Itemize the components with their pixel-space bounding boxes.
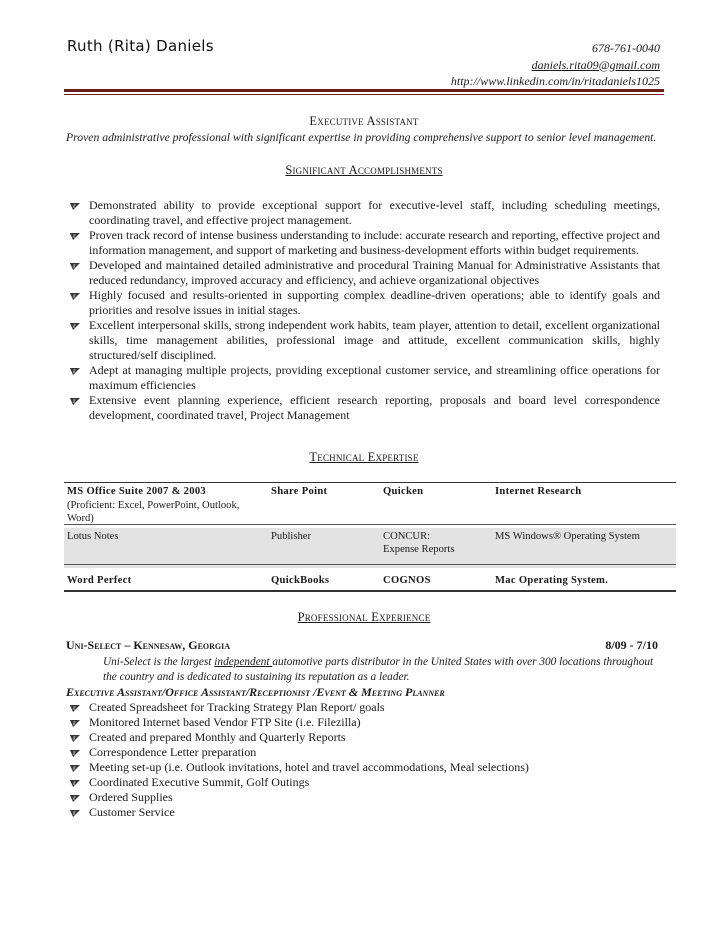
table-cell: Lotus Notes [64,528,268,568]
list-item-text: Excellent interpersonal skills, strong independent work habits, team player, attention to detail, excellent organizational skills, time management abilities, professional image and attitude, excellent communication skills, highly structured/self disciplined. [89,318,660,362]
header-divider-thick [64,89,664,92]
table-cell [380,528,492,568]
arrow-bullet-icon [68,735,80,742]
arrow-bullet-icon [68,293,80,300]
list-item [66,318,660,363]
table-cell: MS Windows® Operating System [492,528,676,568]
list-item [66,760,660,775]
table-cell: Quicken [380,483,492,528]
experience-heading-text: Professional Experience [297,610,431,624]
arrow-bullet-icon [68,263,80,270]
list-item-text: Adept at managing multiple projects, providing exceptional customer service, and streamlining office operations for maximum efficiencies [89,363,660,392]
accomplishments-heading [0,163,728,178]
table-cell: Word Perfect [64,568,268,594]
candidate-name: Ruth (Rita) Daniels [67,37,214,55]
list-item [66,258,660,288]
arrow-bullet-icon [68,203,80,210]
table-cell: Publisher [268,528,380,568]
table-cell: Internet Research [492,483,676,528]
list-item-text: Coordinated Executive Summit, Golf Outings [89,775,310,789]
contact-block [451,40,660,90]
list-item [66,730,660,745]
employment-dates: 8/09 - 7/10 [605,638,658,652]
list-item-text: Created Spreadsheet for Tracking Strategy Plan Report/ goals [89,700,385,714]
summary: Proven administrative professional with significant expertise in providing comprehensive support to senior level management. [66,131,657,144]
job-title: Executive Assistant [309,114,419,128]
desc-emphasis: independent [214,656,273,668]
company-description [103,655,663,685]
arrow-bullet-icon [68,810,80,817]
list-item [66,393,660,423]
table-row-rule [64,564,676,565]
list-item-text: Highly focused and results-oriented in supporting complex deadline-driven operations; able to identify goals and priorities and resolve issues in initial stages. [89,288,660,317]
accomplishments-heading-text: Significant Accomplishments [285,163,443,177]
accomplishments-list [66,198,660,423]
arrow-bullet-icon [68,795,80,802]
list-item [66,288,660,318]
email-link[interactable]: daniels.rita09@gmail.com [531,57,660,72]
table-row [64,528,676,568]
list-item-text: Monitored Internet based Vendor FTP Site (i.e. Filezilla) [89,715,361,729]
list-item-text: Proven track record of intense business understanding to include: accurate research and reporting, effective project and information management, and support of marketing and business-development efforts within budget requirements. [89,228,660,257]
desc-text: automotive parts distributor in the United States with over 300 locations throughout the country and is dedicated to sustaining its reputation as a leader. [103,656,654,683]
list-item [66,775,660,790]
cell-note: (Proficient: Excel, PowerPoint, Outlook, Word) [67,499,240,524]
list-item [66,745,660,760]
list-item [66,700,660,715]
phone: 678-761-0040 [592,41,660,55]
duties-list [66,700,660,820]
list-item-text: Demonstrated ability to provide exceptional support for executive-level staff, including scheduling meetings, coordinating travel, and effective project management. [89,198,660,227]
table-bottom-rule [64,590,676,592]
table-cell: QuickBooks [268,568,380,594]
list-item [66,715,660,730]
experience-heading [0,610,728,625]
list-item [66,363,660,393]
list-item-text: Customer Service [89,805,175,819]
table-cell: Share Point [268,483,380,528]
job-role: Executive Assistant/Office Assistant/Receptionist /Event & Meeting Planner [66,685,445,699]
table-cell [64,483,268,528]
list-item-text: Ordered Supplies [89,790,173,804]
table-row-rule [64,524,676,525]
table-cell: Mac Operating System. [492,568,676,594]
arrow-bullet-icon [68,323,80,330]
table-row [64,483,676,528]
arrow-bullet-icon [68,233,80,240]
list-item-text: Developed and maintained detailed administrative and procedural Training Manual for Administrative Assistants that reduced redundancy, improved accuracy and efficiency, and achieve organizational objectives [89,258,660,287]
arrow-bullet-icon [68,765,80,772]
list-item [66,790,660,805]
table-cell: COGNOS [380,568,492,594]
list-item-text: Meeting set-up (i.e. Outlook invitations, hotel and travel accommodations, Meal selections) [89,760,529,774]
technical-heading [0,450,728,465]
arrow-bullet-icon [68,750,80,757]
cell-text: MS Office Suite 2007 & 2003 [67,486,207,497]
cell-note: Expense Reports [383,544,455,555]
cell-text: CONCUR: [383,530,431,542]
arrow-bullet-icon [68,398,80,405]
list-item [66,228,660,258]
header-divider-thin [64,94,664,95]
list-item [66,805,660,820]
linkedin-link[interactable]: http://www.linkedin.com/in/ritadaniels1025 [450,74,660,88]
arrow-bullet-icon [68,368,80,375]
list-item-text: Correspondence Letter preparation [89,745,257,759]
arrow-bullet-icon [68,705,80,712]
arrow-bullet-icon [68,720,80,727]
list-item-text: Created and prepared Monthly and Quarterly Reports [89,730,346,744]
company-name: Uni-Select – Kennesaw, Georgia [66,638,231,652]
list-item-text: Extensive event planning experience, efficient research reporting, proposals and board level correspondence development, coordinated travel, Project Management [89,393,660,422]
skills-table [64,483,676,594]
arrow-bullet-icon [68,780,80,787]
technical-heading-text: Technical Expertise [309,450,419,464]
list-item [66,198,660,228]
desc-text: Uni-Select is the largest [103,656,215,668]
